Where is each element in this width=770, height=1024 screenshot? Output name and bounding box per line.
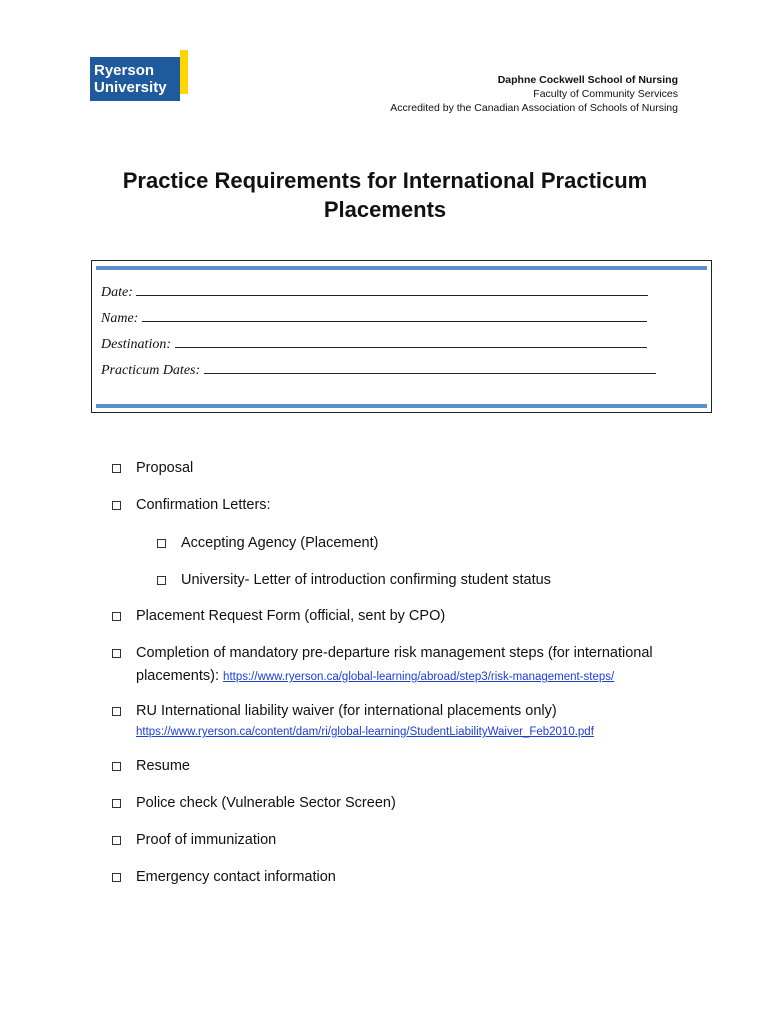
item-immunization: Proof of immunization — [136, 832, 277, 848]
logo-box — [90, 57, 180, 101]
item-confirmation-letters: Confirmation Letters: — [136, 497, 271, 513]
date-label: Date: — [101, 285, 133, 300]
practicum-dates-line[interactable] — [204, 361, 656, 374]
checkbox-risk-management[interactable] — [112, 649, 121, 658]
item-placement-request: Placement Request Form (official, sent by CPO) — [136, 608, 446, 624]
practicum-dates-label: Practicum Dates: — [101, 363, 201, 378]
box-top-bar — [96, 266, 707, 270]
checkbox-confirmation-letters[interactable] — [112, 501, 121, 510]
destination-label: Destination: — [101, 337, 171, 352]
item-risk-management-line-2 — [136, 666, 614, 687]
destination-field[interactable] — [101, 335, 647, 353]
checkbox-liability-waiver[interactable] — [112, 707, 121, 716]
item-police-check: Police check (Vulnerable Sector Screen) — [136, 795, 396, 811]
title-line-2: Placements — [323, 197, 447, 222]
logo-accent-bar — [180, 50, 188, 94]
destination-line[interactable] — [175, 335, 647, 348]
date-line[interactable] — [136, 283, 648, 296]
checkbox-accepting-agency[interactable] — [157, 539, 166, 548]
item-proposal: Proposal — [136, 460, 194, 476]
name-field[interactable] — [101, 309, 647, 327]
item-emergency-contact: Emergency contact information — [136, 869, 336, 885]
item-university-letter: University- Letter of introduction confirming student status — [181, 572, 551, 588]
student-info-box — [91, 260, 712, 413]
item-resume: Resume — [136, 758, 190, 774]
name-line[interactable] — [142, 309, 647, 322]
title-line-1: Practice Requirements for International Practicum — [122, 168, 648, 193]
name-label: Name: — [101, 311, 139, 326]
checkbox-immunization[interactable] — [112, 836, 121, 845]
checkbox-resume[interactable] — [112, 762, 121, 771]
liability-waiver-link[interactable]: https://www.ryerson.ca/content/dam/ri/global-learning/StudentLiabilityWaiver_Feb2010.pdf — [136, 726, 594, 738]
item-risk-management-line-1: Completion of mandatory pre-departure risk management steps (for international — [136, 645, 653, 661]
item-liability-waiver-link-row — [136, 721, 594, 742]
item-liability-waiver: RU International liability waiver (for international placements only) — [136, 703, 557, 719]
risk-management-placements-text: placements): — [136, 668, 220, 684]
checkbox-police-check[interactable] — [112, 799, 121, 808]
checkbox-emergency-contact[interactable] — [112, 873, 121, 882]
logo-line-1: Ryerson — [94, 62, 155, 79]
checkbox-placement-request[interactable] — [112, 612, 121, 621]
school-name: Daphne Cockwell School of Nursing — [497, 74, 678, 86]
page-title — [0, 166, 770, 224]
practicum-dates-field[interactable] — [101, 361, 656, 379]
logo-line-2: University — [94, 79, 167, 96]
school-header — [390, 73, 678, 115]
date-field[interactable] — [101, 283, 648, 301]
ryerson-logo — [90, 50, 194, 102]
risk-management-link[interactable]: https://www.ryerson.ca/global-learning/abroad/step3/risk-management-steps/ — [223, 671, 615, 683]
checkbox-proposal[interactable] — [112, 464, 121, 473]
box-bottom-bar — [96, 404, 707, 408]
accreditation-text: Accredited by the Canadian Association of Schools of Nursing — [390, 102, 678, 114]
checkbox-university-letter[interactable] — [157, 576, 166, 585]
item-accepting-agency: Accepting Agency (Placement) — [181, 535, 379, 551]
faculty-name: Faculty of Community Services — [533, 88, 678, 100]
